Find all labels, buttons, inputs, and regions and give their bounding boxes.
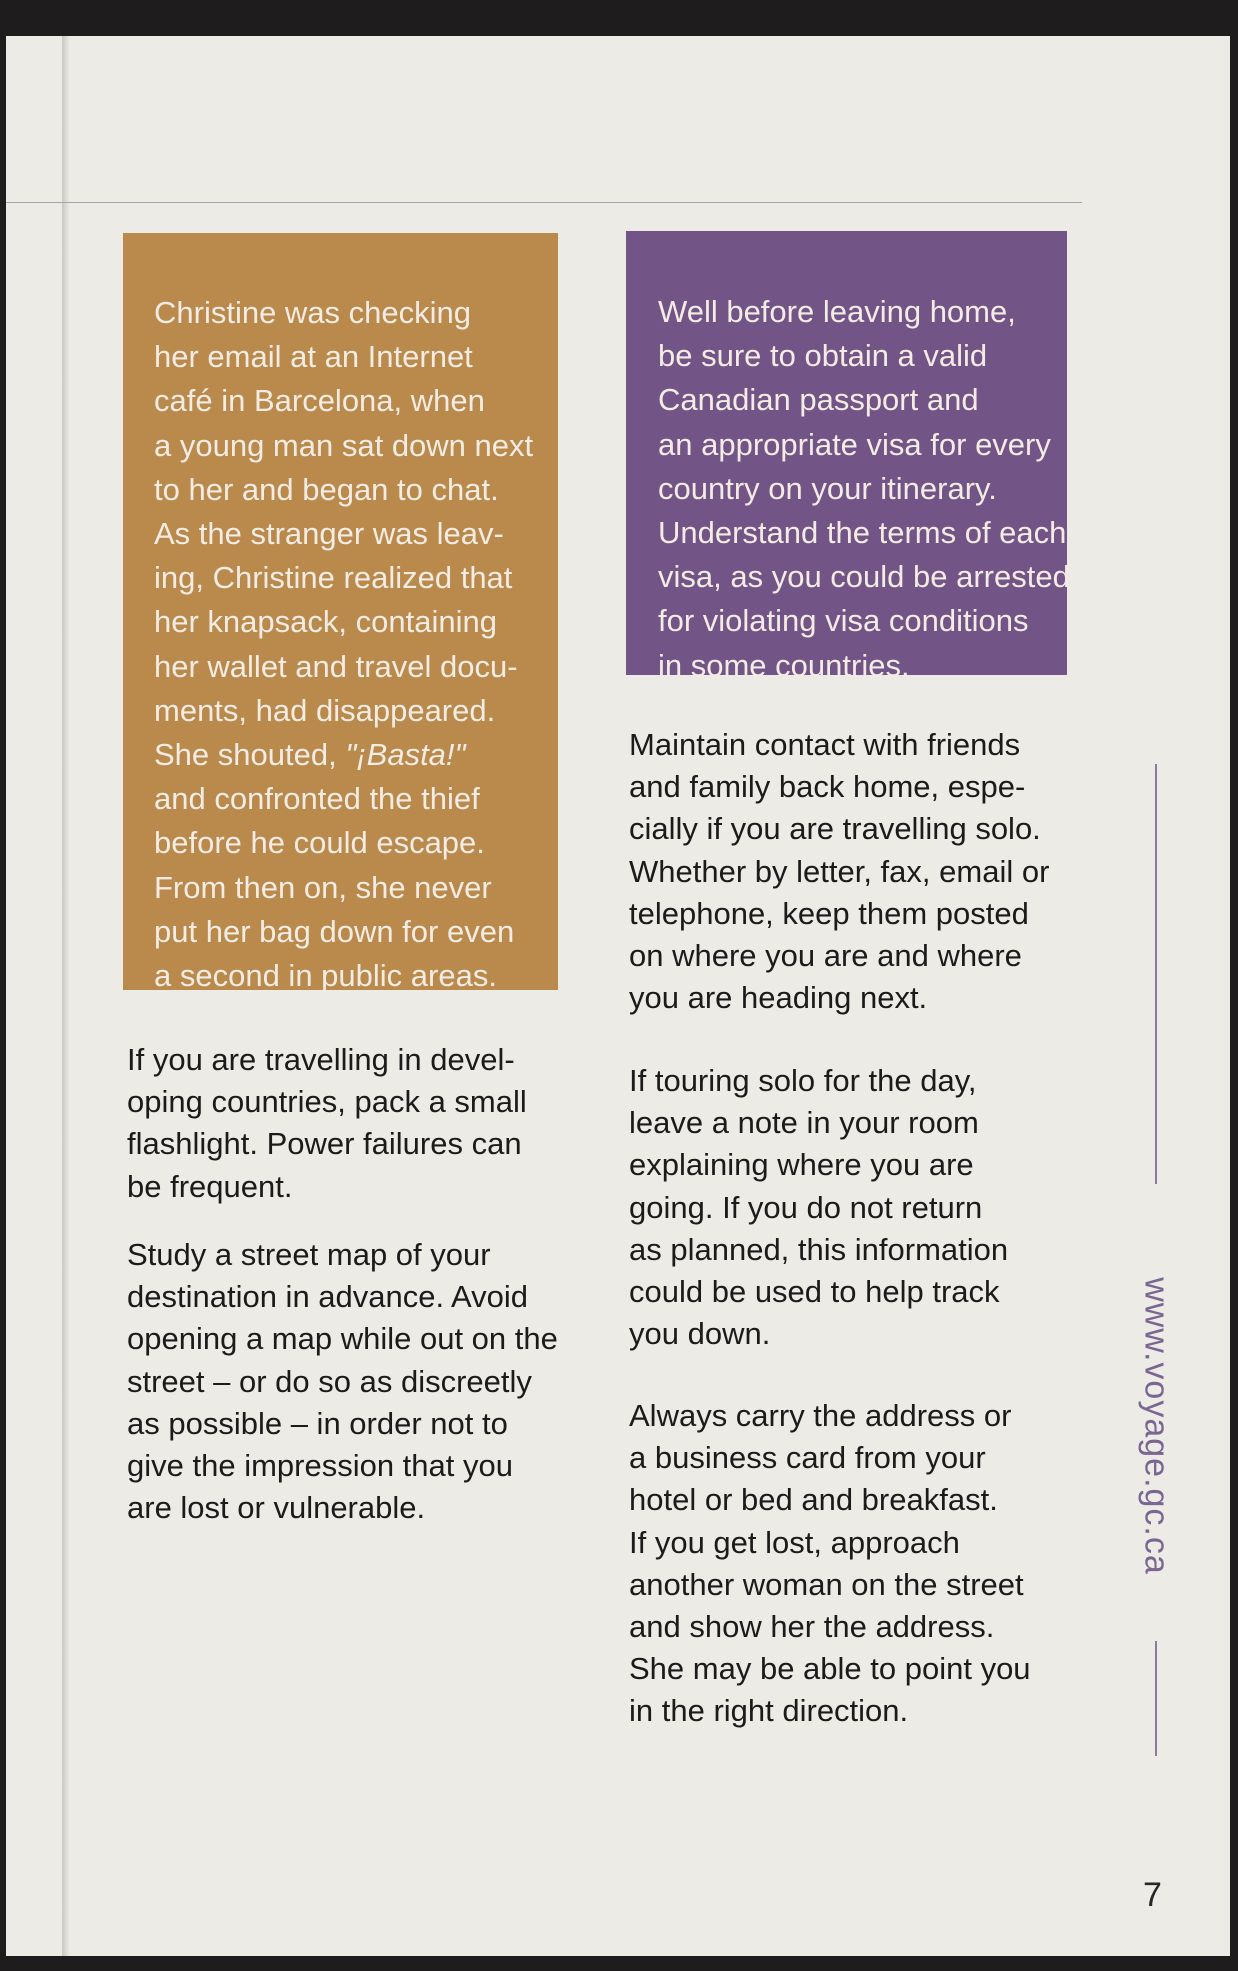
text-line: If touring solo for the day, xyxy=(629,1063,977,1098)
story-line: put her bag down for even xyxy=(154,913,515,949)
story-line: a second in public areas. xyxy=(154,958,497,994)
text-line: leave a note in your room xyxy=(629,1105,979,1141)
shout-prefix: She shouted, xyxy=(154,737,346,773)
touring-paragraph xyxy=(629,1060,1008,1355)
text-line: oping countries, pack a small xyxy=(127,1084,527,1120)
text-line: be frequent. xyxy=(127,1168,293,1204)
story-line: Christine was checking xyxy=(154,295,472,330)
passport-line: country on your itinerary. xyxy=(658,470,997,506)
text-line: a business card from your xyxy=(629,1440,986,1476)
page-gutter xyxy=(62,36,70,1956)
story-line: a young man sat down next xyxy=(154,427,534,463)
story-callout xyxy=(123,233,558,994)
side-rule-bottom xyxy=(1155,1641,1157,1756)
story-line: her wallet and travel docu- xyxy=(154,648,518,684)
street-map-paragraph xyxy=(127,1234,558,1529)
story-shout-line xyxy=(154,733,530,777)
text-line: If you get lost, approach xyxy=(629,1524,960,1560)
story-line: to her and began to chat. xyxy=(154,471,499,507)
passport-line: Understand the terms of each xyxy=(658,515,1067,551)
text-line: hotel or bed and breakfast. xyxy=(629,1482,998,1518)
story-line: her email at an Internet xyxy=(154,339,473,375)
story-line: café in Barcelona, when xyxy=(154,383,485,419)
text-line: are lost or vulnerable. xyxy=(127,1490,426,1526)
text-line: give the impression that you xyxy=(127,1448,513,1484)
story-line: before he could escape. xyxy=(154,825,485,861)
text-line: in the right direction. xyxy=(629,1693,909,1729)
story-line: and confronted the thief xyxy=(154,781,480,817)
booklet-page xyxy=(6,36,1230,1956)
text-line: Study a street map of your xyxy=(127,1237,491,1272)
text-line: as possible – in order not to xyxy=(127,1405,508,1441)
contact-paragraph xyxy=(629,724,1049,1019)
text-line: cially if you are travelling solo. xyxy=(629,811,1041,847)
text-line: and family back home, espe- xyxy=(629,769,1026,805)
passport-line: visa, as you could be arrested xyxy=(658,559,1070,595)
passport-line: an appropriate visa for every xyxy=(658,426,1051,462)
text-line: another woman on the street xyxy=(629,1566,1024,1602)
text-line: going. If you do not return xyxy=(629,1189,983,1225)
passport-line: Canadian passport and xyxy=(658,382,979,418)
text-line: as planned, this information xyxy=(629,1231,1009,1267)
text-line: you are heading next. xyxy=(629,980,928,1016)
text-line: and show her the address. xyxy=(629,1609,995,1645)
website-url: www.voyage.gc.ca xyxy=(1137,1277,1176,1575)
passport-line: for violating visa conditions xyxy=(658,603,1029,639)
story-line: ing, Christine realized that xyxy=(154,560,513,596)
flashlight-paragraph xyxy=(127,1039,527,1208)
text-line: If you are travelling in devel- xyxy=(127,1042,515,1077)
side-rule-top xyxy=(1155,764,1157,1184)
passport-line: be sure to obtain a valid xyxy=(658,338,988,374)
text-line: street – or do so as discreetly xyxy=(127,1363,532,1399)
passport-callout xyxy=(626,231,1070,683)
text-line: Whether by letter, fax, email or xyxy=(629,853,1050,889)
text-line: explaining where you are xyxy=(629,1147,974,1183)
story-line: As the stranger was leav- xyxy=(154,516,504,552)
text-line: telephone, keep them posted xyxy=(629,895,1029,931)
page-number: 7 xyxy=(1143,1876,1162,1914)
top-divider xyxy=(6,202,1082,203)
text-line: could be used to help track xyxy=(629,1274,1000,1310)
story-line: ments, had disappeared. xyxy=(154,692,496,728)
text-line: Always carry the address or xyxy=(629,1398,1012,1433)
text-line: She may be able to point you xyxy=(629,1651,1031,1687)
text-line: flashlight. Power failures can xyxy=(127,1126,522,1162)
story-line: From then on, she never xyxy=(154,869,492,905)
shout-word: "¡Basta!" xyxy=(345,737,466,773)
text-line: Maintain contact with friends xyxy=(629,727,1021,762)
text-line: on where you are and where xyxy=(629,938,1022,974)
text-line: you down. xyxy=(629,1316,771,1352)
address-paragraph xyxy=(629,1395,1031,1733)
passport-line: in some countries. xyxy=(658,647,910,683)
text-line: opening a map while out on the xyxy=(127,1321,558,1357)
story-line: her knapsack, containing xyxy=(154,604,497,640)
text-line: destination in advance. Avoid xyxy=(127,1279,529,1315)
passport-line: Well before leaving home, xyxy=(658,294,1016,329)
